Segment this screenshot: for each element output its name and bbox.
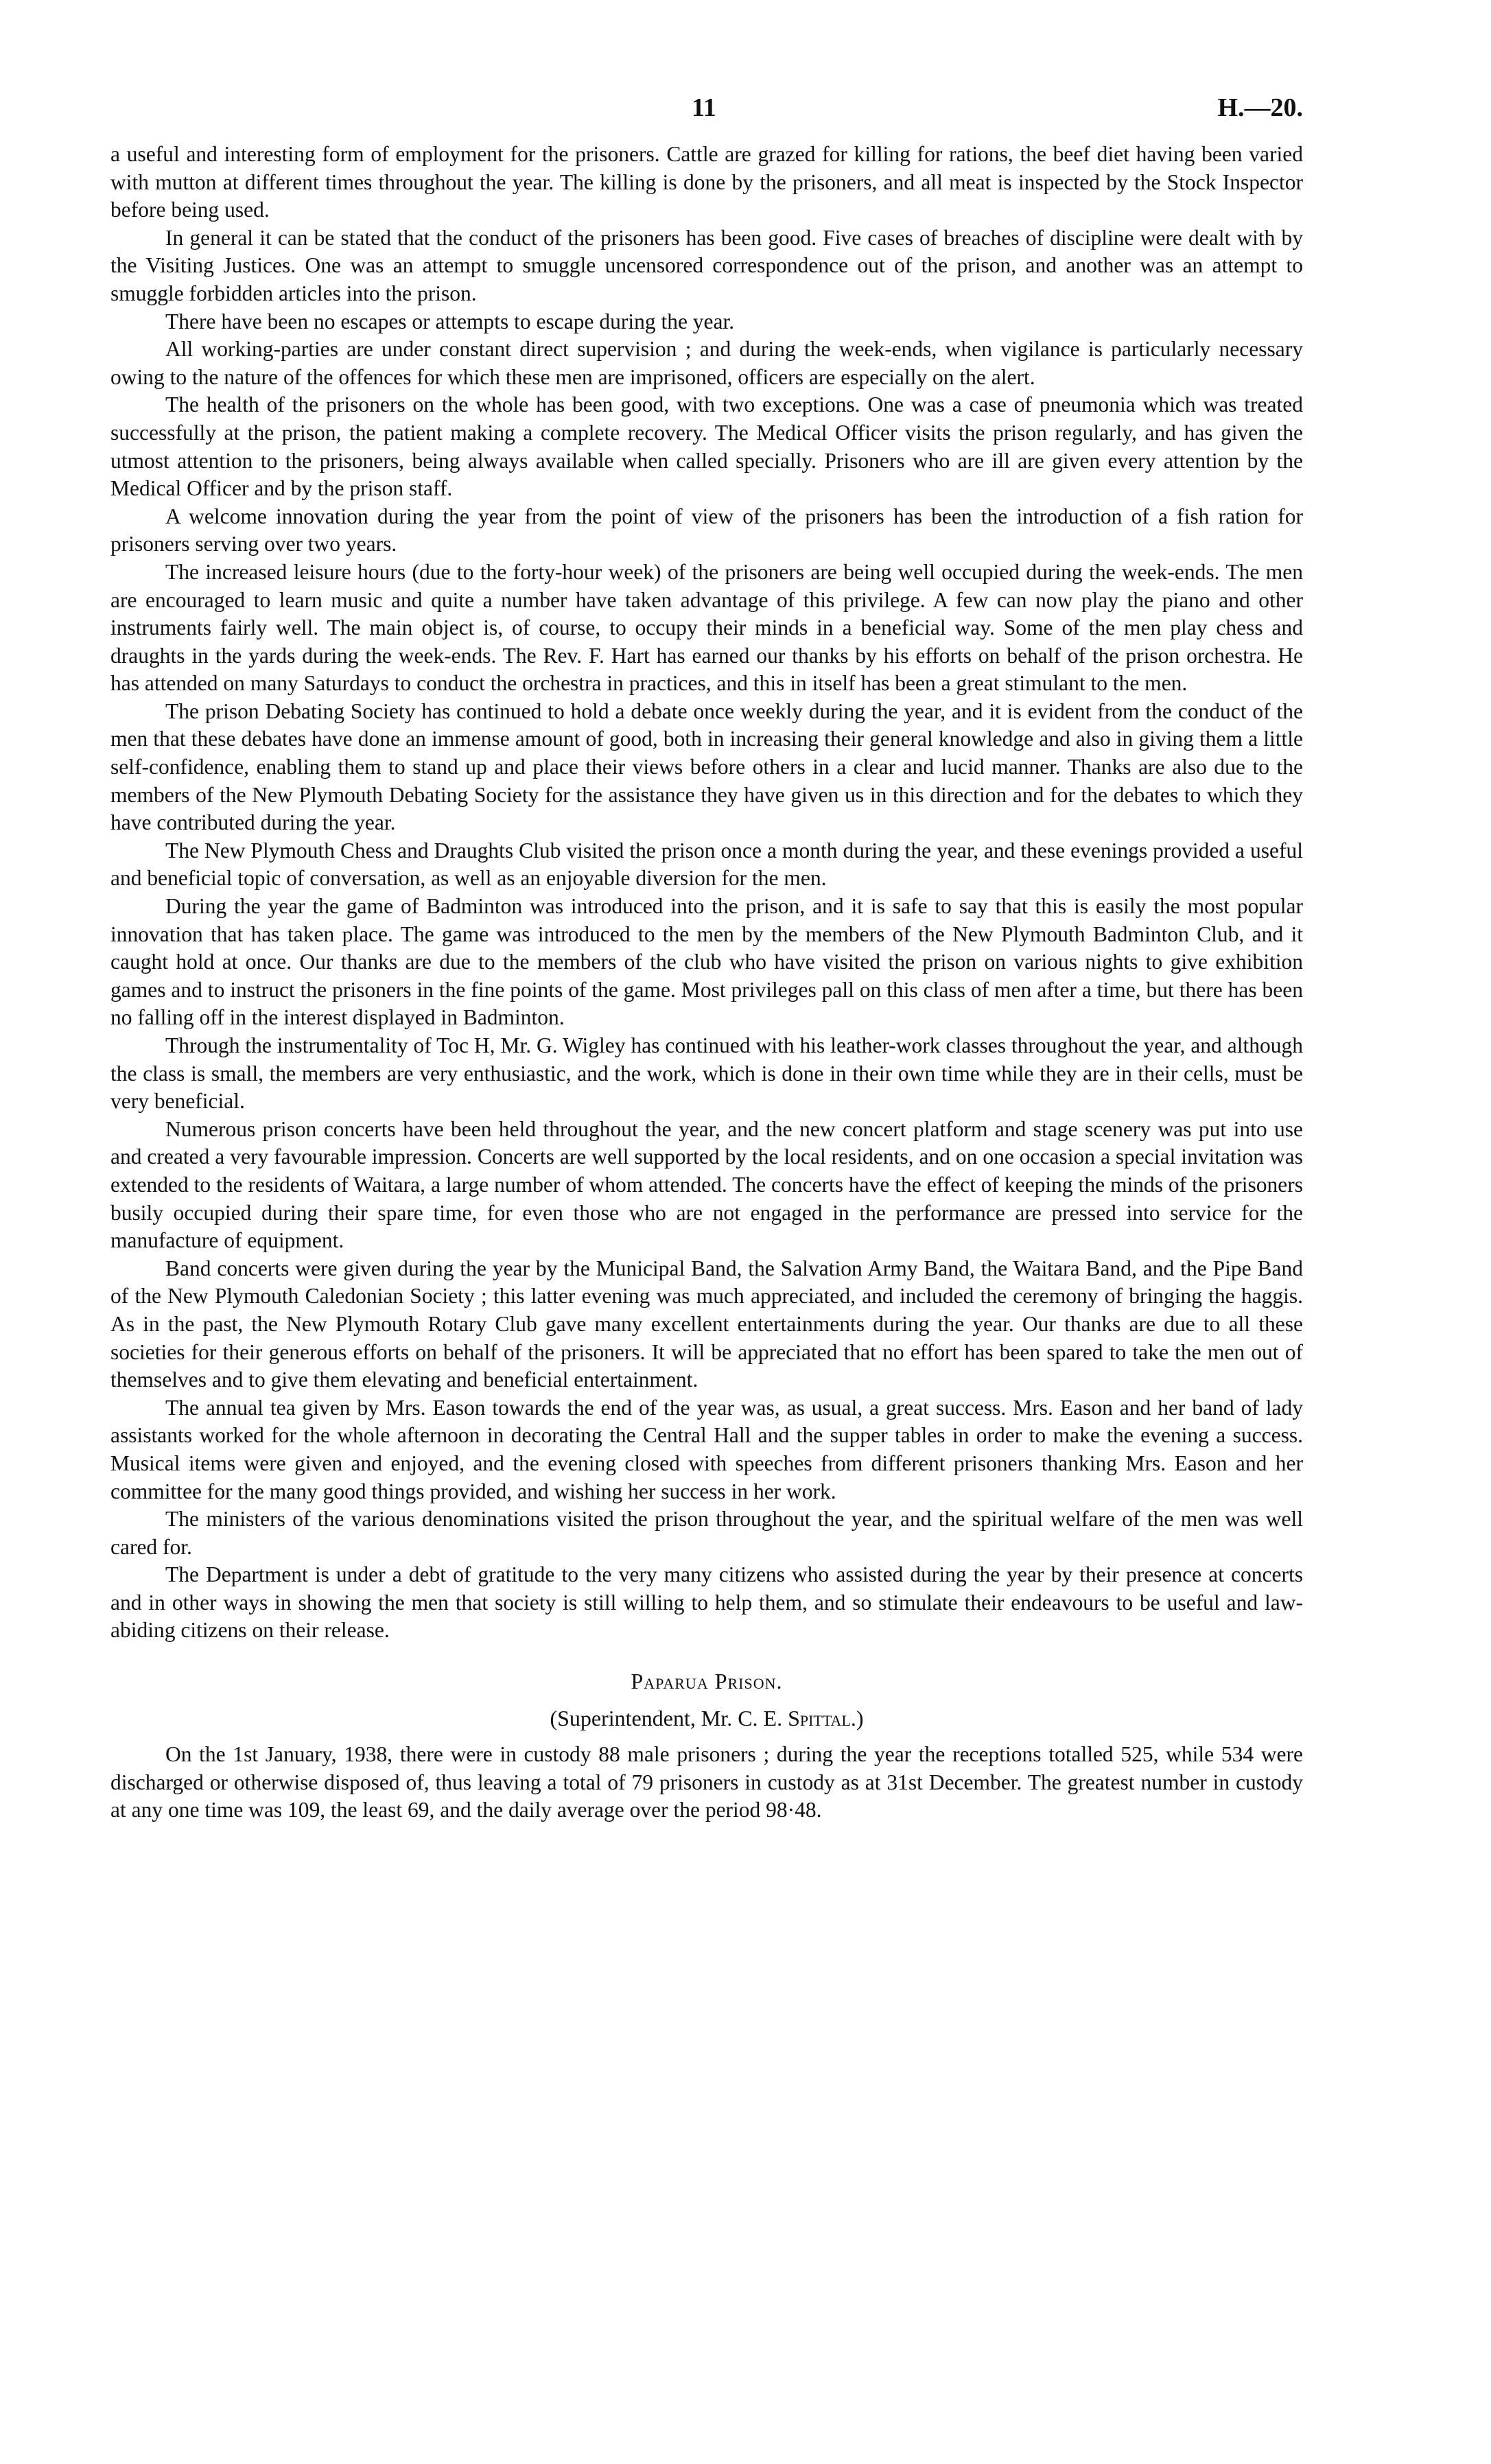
document-page xyxy=(110,93,1303,1824)
paragraph-leisure: The increased leisure hours (due to the forty-hour week) of the prisoners are being well occupied during the week-ends. The men are encouraged to learn music and quite a number have taken advantage of this privilege. A few can now play the piano and other instruments fairly well. The main object is, of course, to occupy their minds in a beneficial way. Some of the men play chess and draughts in the yards during the week-ends. The Rev. F. Hart has earned our thanks by his efforts on behalf of the prison orchestra. He has attended on many Saturdays to conduct the orchestra in practices, and this in itself has been a great stimulant to the men. xyxy=(110,559,1303,696)
paragraph-ministers: The ministers of the various denominations visited the prison throughout the year, and the spiritual welfare of the men was well cared for. xyxy=(110,1507,1303,1559)
paragraph-badminton: During the year the game of Badminton was introduced into the prison, and it is safe to say that this is easily the most popular innovation that has taken place. The game was introduced to the men by the members of the New Plymouth Badminton Club, and it caught hold at once. Our thanks are due to the members of the club who have visited the prison on various nights to give exhibition games and to instruct the prisoners in the fine points of the game. Most privileges pall on this class of men after a time, but there has been no falling off in the interest displayed in Badminton. xyxy=(110,894,1303,1030)
section-title: Paparua Prison. xyxy=(631,1669,783,1694)
paragraph-health: The health of the prisoners on the whole has been good, with two exceptions. One was a case of pneumonia which was treated successfully at the prison, the patient making a complete recovery. The Medical Officer visits the prison regularly, and has given the utmost attention to the prisoners, being always available when called specially. Prisoners who are ill are given every attention by the Medical Officer and by the prison staff. xyxy=(110,392,1303,501)
paragraph-conduct: In general it can be stated that the conduct of the prisoners has been good. Five cases of breaches of discipline were dealt with by the Visiting Justices. One was an attempt to smuggle uncensored correspondence out of the prison, and another was an attempt to smuggle forbidden articles into the prison. xyxy=(110,225,1303,305)
paragraph-escapes: There have been no escapes or attempts to escape during the year. xyxy=(165,309,735,333)
body-text xyxy=(110,141,1303,1824)
paragraph-annual-tea: The annual tea given by Mrs. Eason towards the end of the year was, as usual, a great success. Mrs. Eason and her band of lady assistants worked for the whole afternoon in decorating the Central Hall and the supper tables in order to make the evening a success. Musical items were given and enjoyed, and the evening closed with speeches from different prisoners thanking Mrs. Eason and her committee for the many good things provided, and wishing her success in her work. xyxy=(110,1395,1303,1503)
subtitle-suffix: .) xyxy=(850,1706,864,1731)
subtitle-prefix: (Superintendent, Mr. C. E. xyxy=(550,1706,788,1731)
paragraph-concerts: Numerous prison concerts have been held throughout the year, and the new concert platform and stage scenery was put into use and created a very favourable impression. Concerts are well supported by the local residents, and on one occasion a special invitation was extended to the residents of Waitara, a large number of whom attended. The concerts have the effect of keeping the minds of the prisoners busily occupied during their spare time, for even those who are not engaged in the performance are pressed into service for the manufacture of equipment. xyxy=(110,1116,1303,1253)
paragraph-leather-work: Through the instrumentality of Toc H, Mr. G. Wigley has continued with his leather-work classes throughout the year, and although the class is small, the members are very enthusiastic, and the work, which is done in their own time while they are in their cells, must be very beneficial. xyxy=(110,1033,1303,1114)
paragraph-gratitude: The Department is under a debt of gratitude to the very many citizens who assisted during the year by their presence at concerts and in other ways in showing the men that society is still willing to help them, and so stimulate their endeavours to be useful and law-abiding citizens on their release. xyxy=(110,1562,1303,1643)
paragraph-band-concerts: Band concerts were given during the year by the Municipal Band, the Salvation Army Band, the Waitara Band, and the Pipe Band of the New Plymouth Caledonian Society ; this latter evening was much appreciated, and included the ceremony of bringing the haggis. As in the past, the New Plymouth Rotary Club gave many excellent entertainments during the year. Our thanks are due to all these societies for their generous efforts on behalf of the prisoners. It will be appreciated that no effort has been spared to take the men out of themselves and to give them elevating and beneficial entertainment. xyxy=(110,1256,1303,1392)
page-header xyxy=(110,93,1303,141)
paragraph-chess-club: The New Plymouth Chess and Draughts Club visited the prison once a month during the year, and these evenings provided a useful and beneficial topic of conversation, as well as an enjoyable diversion for the men. xyxy=(110,838,1303,891)
paragraph-continuation: a useful and interesting form of employment for the prisoners. Cattle are grazed for killing for rations, the beef diet having been varied with mutton at different times throughout the year. The killing is done by the prisoners, and all meat is inspected by the Stock Inspector before being used. xyxy=(110,142,1303,222)
paragraph-debating: The prison Debating Society has continued to hold a debate once weekly during the year, and it is evident from the conduct of the men that these debates have done an immense amount of good, both in increasing their general knowledge and also in giving them a little self-confidence, enabling them to stand up and place their views before others in a clear and lucid manner. Thanks are also due to the members of the New Plymouth Debating Society for the assistance they have given us in this direction and for the debates to which they have contributed during the year. xyxy=(110,699,1303,835)
section-subtitle xyxy=(110,1704,1303,1733)
document-reference: H.—20. xyxy=(1217,93,1303,122)
paragraph-supervision: All working-parties are under constant direct supervision ; and during the week-ends, when vigilance is particularly necessary owing to the nature of the offences for which these men are imprisoned, officers are especially on the alert. xyxy=(110,337,1303,389)
paragraph-fish-ration: A welcome innovation during the year from the point of view of the prisoners has been the introduction of a fish ration for prisoners serving over two years. xyxy=(110,504,1303,556)
superintendent-name: Spittal xyxy=(788,1706,851,1731)
paragraph-paparua-custody: On the 1st January, 1938, there were in custody 88 male prisoners ; during the year the receptions totalled 525, while 534 were discharged or otherwise disposed of, thus leaving a total of 79 prisoners in custody as at 31st December. The greatest number in custody at any one time was 109, the least 69, and the daily average over the period 98·48. xyxy=(110,1742,1303,1822)
page-number: 11 xyxy=(692,93,716,122)
